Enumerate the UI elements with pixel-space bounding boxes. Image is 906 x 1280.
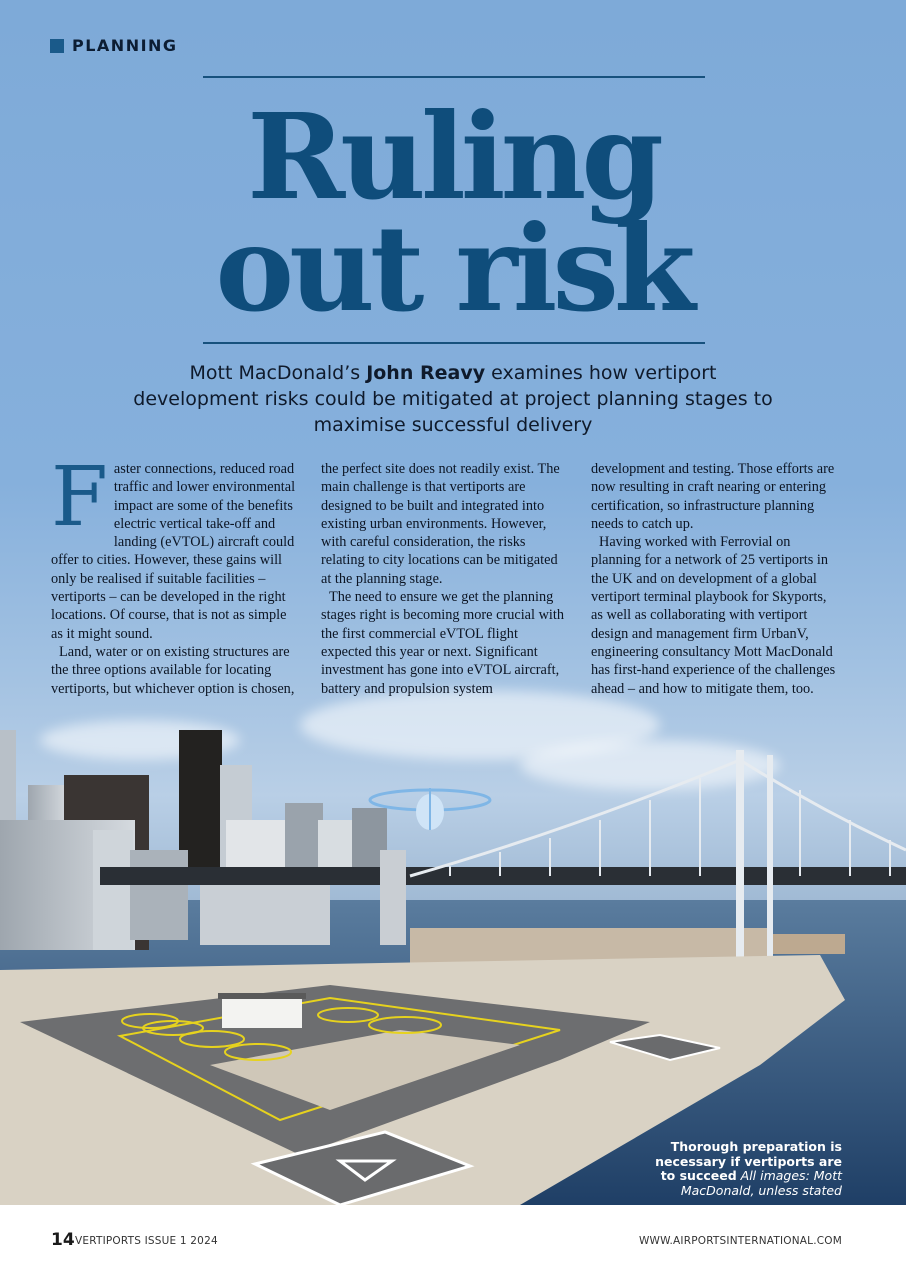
- vertiport-illustration: [0, 700, 906, 1205]
- body-column-3: [591, 460, 841, 698]
- paragraph: Having worked with Ferrovial on planning for a network of 25 vertiports in the UK and on development of a global vertiport terminal playbook for Skyports, as well as collaborating with vertiport design and management firm UrbanV, engineering consultancy Mott MacDonald has first-hand experience of the challenges ahead – and how to mitigate them, too.: [591, 534, 836, 697]
- paragraph: the perfect site does not readily exist. The main challenge is that vertiports are designed to be built and integrated into existing urban environments. However, with careful consideration, the risks relating to city locations can be mitigated at the planning stage.: [321, 461, 560, 587]
- section-square-icon: [50, 39, 64, 53]
- body-column-2: [321, 460, 571, 698]
- city-skyline: [0, 730, 845, 964]
- caption-text: Thorough preparation is necessary if vertiports are to succeed: [655, 1139, 842, 1183]
- paragraph: [51, 450, 301, 643]
- paragraph-text: aster connections, reduced road traffic and lower environmental impact are some of the benefits electric vertical take-off and landing (eVTOL) aircraft could offer to cities. However, these gains will only be realised if suitable facilities – vertiports – can be developed in the right locations. Of course, that is not as simple as it might sound.: [51, 461, 296, 642]
- photo-caption: [642, 1140, 842, 1198]
- headline-line-2: out risk: [215, 199, 691, 338]
- page-number: 14: [51, 1230, 75, 1250]
- drop-cap: F: [51, 450, 108, 545]
- terminal-building: [222, 996, 302, 1028]
- page-footer: [0, 1205, 906, 1280]
- website-url[interactable]: WWW.AIRPORTSINTERNATIONAL.COM: [638, 1235, 842, 1247]
- caption-credit: All images: Mott MacDonald, unless stated: [680, 1168, 842, 1198]
- top-rule: [203, 76, 705, 78]
- paragraph: development and testing. Those efforts are now resulting in craft nearing or entering certification, so infrastructure planning needs to catch up.: [591, 461, 835, 532]
- evtol-aircraft: [370, 788, 490, 830]
- standfirst-rest: examines how vertiport development risks could be mitigated at project planning stages to maximise successful delivery: [133, 362, 773, 436]
- headline-line-1: Ruling: [247, 87, 659, 226]
- bottom-rule: [203, 342, 705, 344]
- magazine-issue: VERTIPORTS ISSUE 1 2024: [75, 1235, 218, 1247]
- standfirst-intro: Mott MacDonald’s: [189, 362, 367, 384]
- section-label: PLANNING: [72, 36, 178, 55]
- paragraph: The need to ensure we get the planning stages right is becoming more crucial with the first commercial eVTOL flight expected this year or next. Significant investment has gone into eVTOL aircraft, battery and propulsion system: [321, 589, 564, 697]
- standfirst-author: John Reavy: [366, 362, 486, 384]
- standfirst: [130, 360, 776, 438]
- section-tag: [50, 36, 178, 55]
- paragraph: Land, water or on existing structures are the three options available for locating vertiports, but whichever option is chosen,: [51, 643, 295, 697]
- body-column-1: [51, 450, 301, 698]
